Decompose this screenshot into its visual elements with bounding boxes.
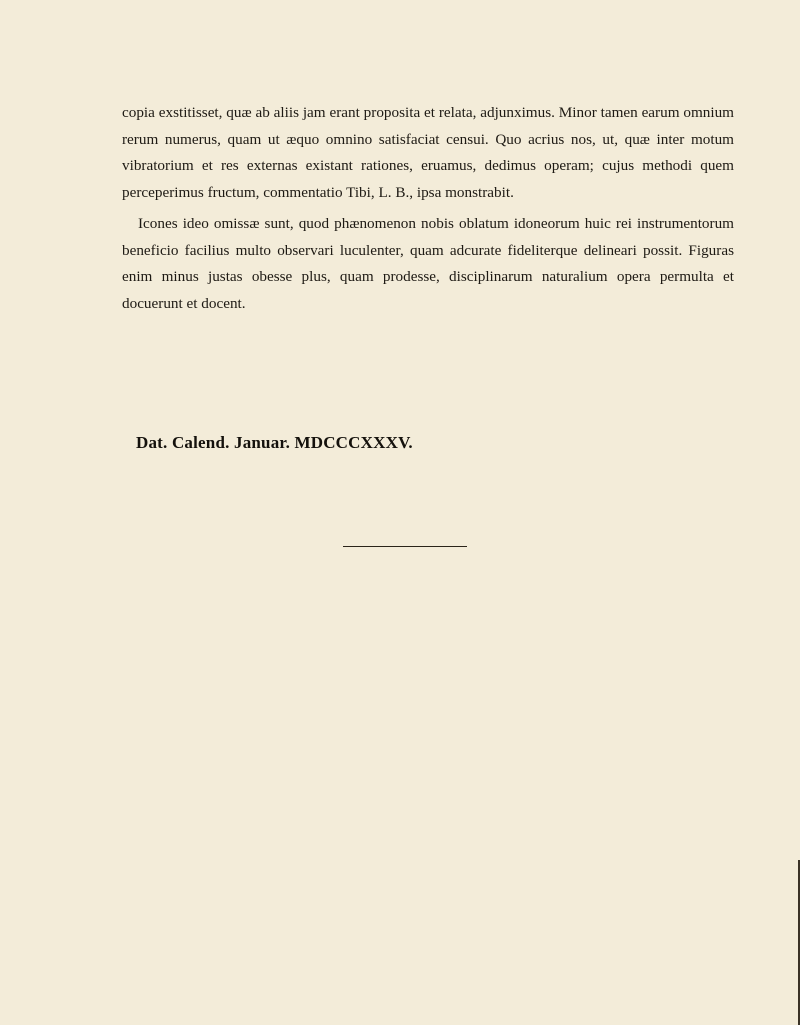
paragraph-2: Icones ideo omissæ sunt, quod phænomenon nobis oblatum idoneorum huic rei instrumentorum beneficio facilius multo observari luculenter, quam adcurate fideliterque delineari possit. Figuras enim minus justas obesse plus, quam prodesse, disciplinarum naturalium opera permulta et docuerunt et docent. bbox=[122, 215, 734, 312]
dateline: Dat. Calend. Januar. MDCCCXXXV. bbox=[136, 433, 413, 452]
section-divider bbox=[343, 546, 467, 547]
paragraph-1: copia exstitisset, quæ ab aliis jam erant proposita et relata, adjunximus. Minor tamen earum omnium rerum numerus, quam ut æquo omnino satisfaciat censui. Quo acrius nos, ut, quæ inter motum vibratorium et res externas existant rationes, eruamus, dedimus operam; cujus methodi quem perceperimus fructum, commentatio Tibi, L. B., ipsa monstrabit. bbox=[122, 104, 734, 201]
body-text bbox=[122, 100, 734, 317]
